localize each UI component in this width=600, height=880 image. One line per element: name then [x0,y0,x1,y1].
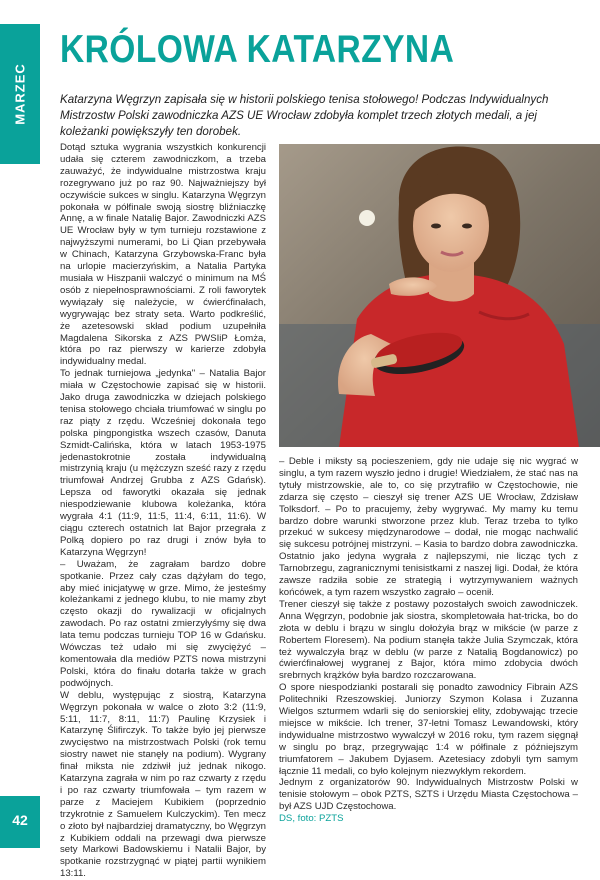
paragraph: O spore niespodzianki postarali się ponadto zawodnicy Fibrain AZS Politechniki Rzeszowskiej. Juniorzy Szymon Kolasa i Zuzanna Wielgos szturmem wdarli się do seniorskiej elity, zdobywając trzecie miejsce w mikście. Ich trener, 37-letni Tomasz Lewandowski, który indywidualne mistrzostwo wywalczył w 2016 roku, tym razem sięgnął w singlu po brąz, przegrywając 1:4 w półfinale z późniejszym triumfatorem – Jakubem Dyjasem. Azetesiacy zdobyli tym samym łącznie 11 medali, co było kolejnym niezwykłym rekordem. [279,682,578,777]
article-column-2 [279,456,578,825]
table-tennis-player-image [279,144,600,447]
paragraph: – Deble i miksty są pocieszeniem, gdy nie udaje się nic wygrać w singlu, a tym razem wyszło jedno i drugie! Wiedziałem, że stać nas na tytuły mistrzowskie, ale to, co się przytrafiło w Częstochowie, nie zdarza się często – cieszył się trener AZS UE Wrocław, Zdzisław Tolksdorf. – Po to pracujemy, żeby wygrywać. My mamy ku temu bardzo dobre warunki stworzone przez klub. Teraz trzeba to tylko przekuć w sukcesy międzynarodowe – dodał, nie mogąc nachwalić się sukcesu potrójnej mistrzyni. – Kasia to bardzo dobra zawodniczka. Ostatnio jako jedyna wygrała z najlepszymi, nie licząc tych z Tarnobrzegu, zagranicznymi tenisistkami z naszej ligi. Dodał, że która zawsze radziła sobie ze strategią i wytrzymywaniem ważnych końcówek, a tym razem wszystko zagrało – ocenił. [279,456,578,598]
paragraph: Dotąd sztuka wygrania wszystkich konkurencji udała się czterem zawodniczkom, a trzeba zauważyć, że indywidualne mistrzostwa kraju rozegrywano już po raz 90. Najważniejszy był oczywiście sukces w singlu. Katarzyna Węgrzyn pokonała w półfinale swoją siostrę bliźniaczkę Annę, a w finale Natalię Bajor. Zawodniczki AZS UE Wrocław były w tym turnieju rozstawione z najwyższymi numerami, bo Li Qian przebywała w Chinach, Katarzyna Grzybowska-Franc była na urlopie macierzyńskim, a Natalia Partyka musiała w Hiszpanii walczyć o minimum na MŚ osób z niepełnosprawnościami. Z roli faworytek wywiązały się należycie, w ćwierćfinałach, wygrywając bez straty seta. Warto podkreślić, że azetesowski skład podium uzupełniła Magdalena Sikorska z AZS PWSIiP Łomża, która po raz pierwszy w karierze zdobyła indywidualny medal. [60,142,266,368]
month-label: MARZEC [12,63,28,125]
paragraph: – Uważam, że zagrałam bardzo dobre spotkanie. Przez cały czas dążyłam do tego, aby mieć inicjatywę w grze. Mimo, że jesteśmy koleżankami z jednego klubu, to nie mamy zbyt często okazji do rywalizacji w oficjalnych zawodach. Po raz ostatni zmierzyłyśmy się dwa lata temu podczas turnieju TOP 16 w Gdańsku. Wówczas też udało mi się zwyciężyć – komentowała dla mediów PZTS nowa mistrzyni Polski, która do finału dotarła także w grach podwójnych. [60,558,266,689]
page-number-box [0,796,40,848]
paragraph: Jednym z organizatorów 90. Indywidualnych Mistrzostw Polski w tenisie stołowym – obok PZTS, SZTS i Urzędu Miasta Częstochowa – był AZS UJD Częstochowa. [279,777,578,813]
article-title: KRÓLOWA KATARZYNA [60,28,455,71]
month-tab [0,24,40,164]
paragraph: W deblu, występując z siostrą, Katarzyna Węgrzyn pokonała w walce o złoto 3:2 (11:9, 5:11, 11:7, 8:11, 11:7) Paulinę Krzysiek i Katarzynę Ślifirczyk. To także było jej pierwsze zwycięstwo na mistrzostwach Polski (rok temu siostry nawet nie stanęły na podium). Wygrany finał miksta nie zdziwił już jednak nikogo. Katarzyna zagrała w nim po raz czwarty z rzędu i po raz czwarty triumfowała – tym razem w parze z Maciejem Kubikiem (poprzednio trzykrotnie z Samuelem Kulczyckim). Ten mecz o złoto był najbardziej dramatyczny, bo Węgrzyn z Kubikiem oddali na przewagi dwa pierwsze sety Markowi Badowskiemu i Natalii Bajor, by spotkanie rozstrzygnąć w piątej partii wynikiem 13:11. [60,689,266,880]
paragraph: To jednak turniejowa „jedynka" – Natalia Bajor miała w Częstochowie zapisać się w historii. Jako druga zawodniczka w dziejach polskiego tenisa stołowego chciała triumfować w singlu po raz piąty z rzędu. Wcześniej dokonała tego polska pingpongistka wszech czasów, Danuta Szmidt-Calińska, która w latach 1953-1975 jedenastokrotnie została indywidualną mistrzynią kraju (u mężczyzn sześć razy z rzędu triumfował Andrzej Grubba z AZS Gdańsk). Lepsza od faworytki okazała się jednak niespodziewanie klubowa koleżanka, która wygrała 4:1 (11:9, 11:5, 11:4, 6:11, 11:6). W ciągu czterech ostatnich lat Bajor przegrała z Polką dopiero po raz drugi i znów była to Katarzyna Węgrzyn! [60,368,266,558]
month-label-wrap [0,24,40,164]
article-column-1 [60,142,266,880]
player-photo [279,144,600,447]
photo-credit: DS, foto: PZTS [279,813,344,825]
paragraph: Trener cieszył się także z postawy pozostałych swoich zawodniczek. Anna Węgrzyn, podobnie jak siostra, skompletowała hat-tricka, bo do złota w deblu i brązu w singlu dołożyła brąz w mikście (w parze z Robertem Floresem). Na podium stanęła także Julia Szymczak, która też wywalczyła brąz w deblu (w parze z Natalią Bogdanowicz) po ćwierćfinałowej wygranej z Bajor, która mimo zdobycia dwóch srebrnych krążków była bardzo rozczarowana. [279,598,578,682]
page-number: 42 [12,812,28,828]
article-lead: Katarzyna Węgrzyn zapisała się w historii polskiego tenisa stołowego! Podczas Indywidualnych Mistrzostw Polski zawodniczka AZS UE Wrocław zdobyła komplet trzech złotych medali, a jej koleżanki powiększyły ten dorobek. [60,93,549,138]
